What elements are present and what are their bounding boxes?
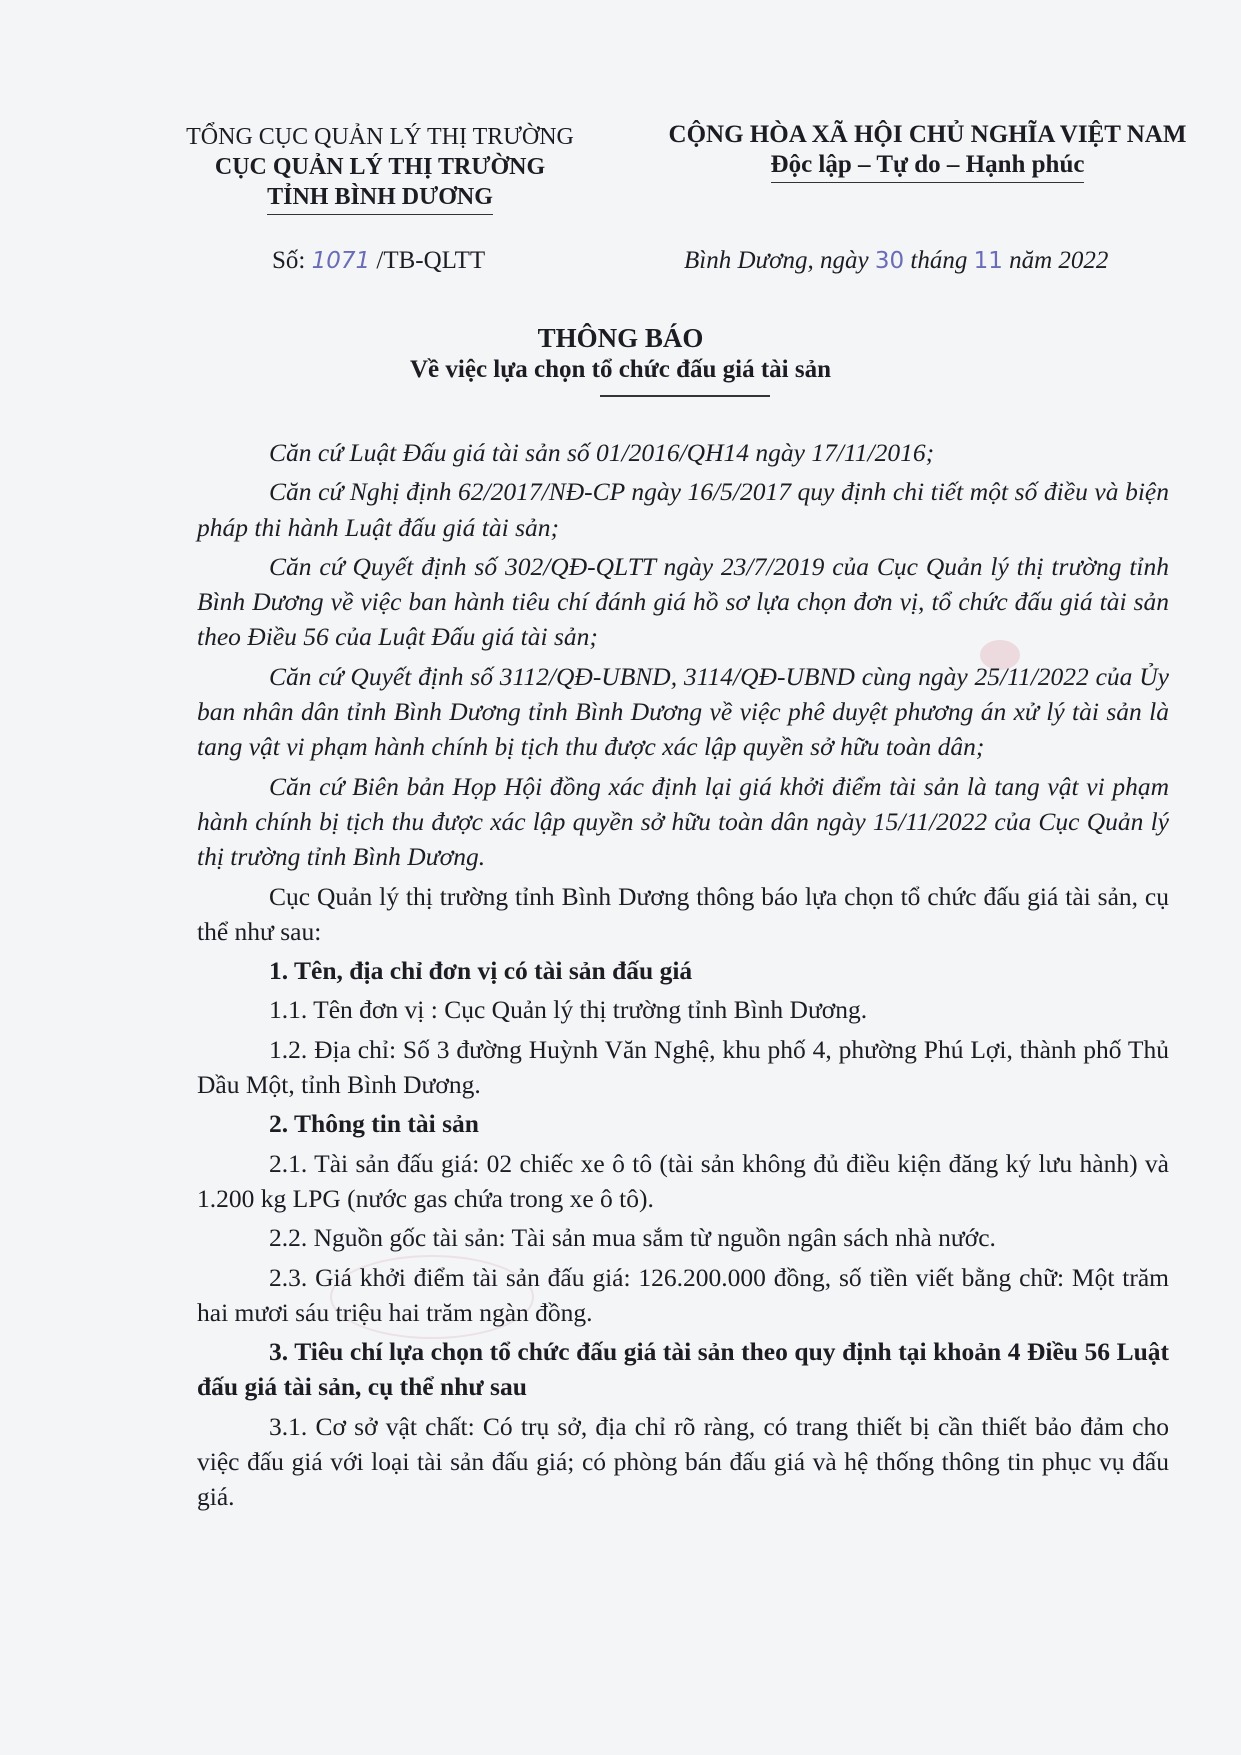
body-paragraph: 2.3. Giá khởi điểm tài sản đấu giá: 126.200.000 đồng, số tiền viết bằng chữ: Một trăm hai mươi sáu triệu hai trăm ngàn đồng. [197,1262,1169,1327]
national-header [655,120,1200,183]
date-month-handwritten: 11 [973,248,1003,274]
date-line [684,247,1108,275]
date-day-handwritten: 30 [874,248,905,274]
agency-province: TỈNH BÌNH DƯƠNG [267,182,493,215]
body-paragraph: 3.1. Cơ sở vật chất: Có trụ sở, địa chỉ rõ ràng, có trang thiết bị cần thiết bảo đảm cho việc đấu giá với loại tài sản đấu giá; có phòng bán đấu giá và hệ thống thông tin phục vụ đấu giá. [197,1411,1169,1512]
body-paragraph: 2.2. Nguồn gốc tài sản: Tài sản mua sắm từ nguồn ngân sách nhà nước. [269,1223,996,1253]
legal-basis-paragraph: Căn cứ Quyết định số 302/QĐ-QLTT ngày 23/7/2019 của Cục Quản lý thị trường tỉnh Bình Dương về việc ban hành tiêu chí đánh giá hồ sơ lựa chọn đơn vị, tổ chức đấu giá tài sản theo Điều 56 của Luật Đấu giá tài sản; [197,551,1169,652]
intro-paragraph: Cục Quản lý thị trường tỉnh Bình Dương thông báo lựa chọn tổ chức đấu giá tài sản, cụ thể như sau: [197,881,1169,946]
document-title: THÔNG BÁO [537,323,704,353]
body-paragraph: 1.2. Địa chỉ: Số 3 đường Huỳnh Văn Nghệ, khu phố 4, phường Phú Lợi, thành phố Thủ Dầu Một, tỉnh Bình Dương. [197,1034,1169,1100]
body-paragraph: 1.1. Tên đơn vị : Cục Quản lý thị trường tỉnh Bình Dương. [269,995,868,1025]
section-heading: 1. Tên, địa chỉ đơn vị có tài sản đấu giá [269,956,693,986]
date-place: Bình Dương, ngày [684,247,869,274]
body-paragraph: 2.1. Tài sản đấu giá: 02 chiếc xe ô tô (tài sản không đủ điều kiện đăng ký lưu hành) và 1.200 kg LPG (nước gas chứa trong xe ô tô). [197,1148,1169,1213]
doc-number-prefix: Số: [272,247,306,274]
doc-number-suffix: /TB-QLTT [376,247,486,274]
document-number [272,247,485,275]
agency-name: CỤC QUẢN LÝ THỊ TRƯỜNG [214,154,546,180]
country-name: CỘNG HÒA XÃ HỘI CHỦ NGHĨA VIỆT NAM [668,121,1187,148]
section-heading: 2. Thông tin tài sản [269,1109,479,1139]
document-subtitle: Về việc lựa chọn tổ chức đấu giá tài sản [410,356,831,383]
legal-basis-paragraph: Căn cứ Luật Đấu giá tài sản số 01/2016/QH14 ngày 17/11/2016; [269,438,935,467]
legal-basis-paragraph: Căn cứ Nghị định 62/2017/NĐ-CP ngày 16/5/2017 quy định chi tiết một số điều và biện pháp thi hành Luật đấu giá tài sản; [197,477,1169,542]
agency-header [150,122,610,215]
agency-parent: TỔNG CỤC QUẢN LÝ THỊ TRƯỜNG [186,124,574,150]
date-year-label: năm 2022 [1009,247,1109,274]
national-motto: Độc lập – Tự do – Hạnh phúc [771,150,1085,183]
document-body [197,435,1169,1519]
legal-basis-paragraph: Căn cứ Biên bản Họp Hội đồng xác định lại giá khởi điểm tài sản là tang vật vi phạm hành chính bị tịch thu được xác lập quyền sở hữu toàn dân ngày 15/11/2022 của Cục Quản lý thị trường tỉnh Bình Dương. [197,771,1169,872]
legal-basis-paragraph: Căn cứ Quyết định số 3112/QĐ-UBND, 3114/QĐ-UBND cùng ngày 25/11/2022 của Ủy ban nhân dân tỉnh Bình Dương tỉnh Bình Dương về việc phê duyệt phương án xử lý tài sản là tang vật vi phạm hành chính bị tịch thu được xác lập quyền sở hữu toàn dân; [197,661,1169,762]
subtitle-underline [600,395,770,397]
doc-number-handwritten: 1071 [311,248,371,274]
section-heading: 3. Tiêu chí lựa chọn tổ chức đấu giá tài sản theo quy định tại khoản 4 Điều 56 Luật đấu giá tài sản, cụ thể như sau [197,1337,1169,1402]
date-month-label: tháng [910,247,968,274]
